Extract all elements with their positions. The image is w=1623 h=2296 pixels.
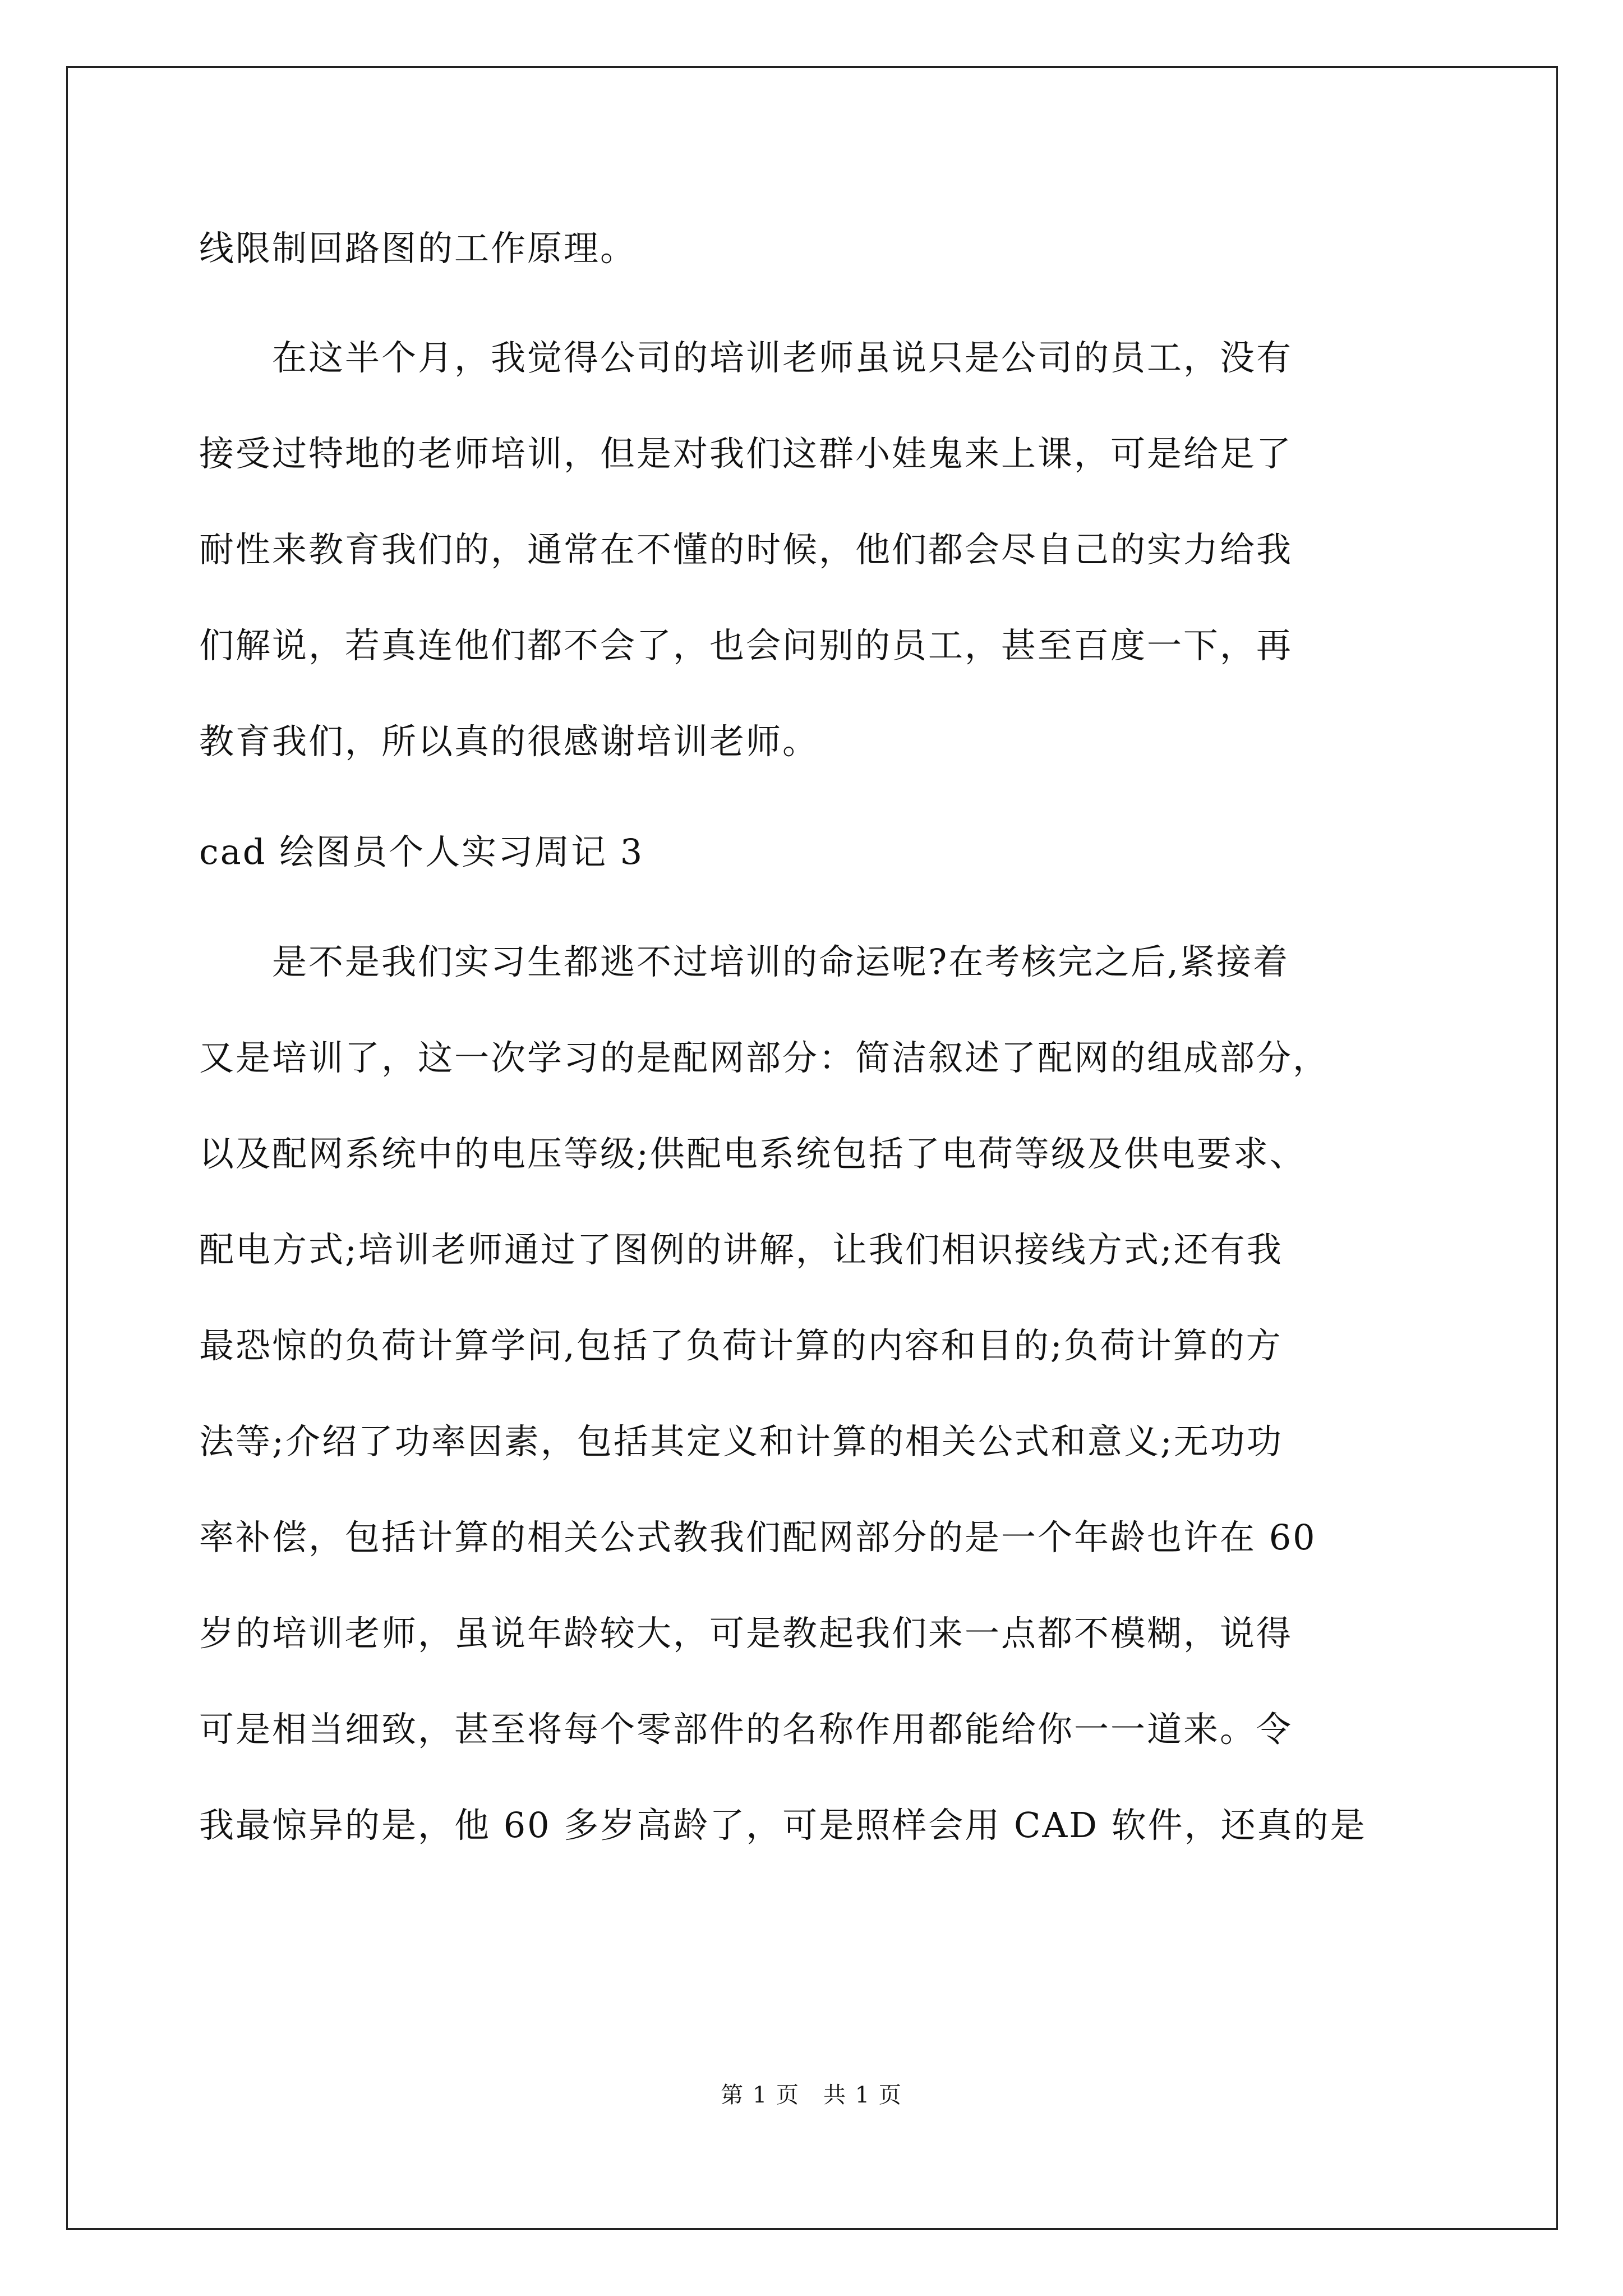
- text-line: 又是培训了，这一次学习的是配网部分：简洁叙述了配网的组成部分，: [199, 1037, 1330, 1078]
- text-line: 率补偿，包括计算的相关公式教我们配网部分的是一个年龄也许在 60: [199, 1517, 1317, 1558]
- text-line: 线限制回路图的工作原理。: [199, 228, 637, 269]
- text-line: 法等;介绍了功率因素，包括其定义和计算的相关公式和意义;无功功: [199, 1421, 1283, 1462]
- page-footer: 第 1 页 共 1 页: [721, 2082, 902, 2108]
- text-line: 教育我们，所以真的很感谢培训老师。: [199, 721, 819, 762]
- text-line: 岁的培训老师，虽说年龄较大，可是教起我们来一点都不模糊，说得: [199, 1613, 1293, 1654]
- text-line: 以及配网系统中的电压等级;供配电系统包括了电荷等级及供电要求、: [199, 1133, 1306, 1174]
- text-line: 耐性来教育我们的，通常在不懂的时候，他们都会尽自己的实力给我: [199, 529, 1293, 570]
- text-line: 们解说，若真连他们都不会了，也会问别的员工，甚至百度一下，再: [199, 625, 1293, 666]
- section-heading: cad 绘图员个人实习周记 3: [199, 831, 644, 872]
- text-line: 我最惊异的是，他 60 多岁高龄了，可是照样会用 CAD 软件，还真的是: [199, 1805, 1367, 1846]
- text-line: 最恐惊的负荷计算学问,包括了负荷计算的内容和目的;负荷计算的方: [199, 1325, 1283, 1366]
- text-line: 配电方式;培训老师通过了图例的讲解，让我们相识接线方式;还有我: [199, 1229, 1283, 1270]
- text-line: 是不是我们实习生都逃不过培训的命运呢?在考核完之后,紧接着: [199, 941, 1289, 982]
- text-line: 在这半个月，我觉得公司的培训老师虽说只是公司的员工，没有: [199, 337, 1293, 378]
- text-line: 接受过特地的老师培训，但是对我们这群小娃鬼来上课，可是给足了: [199, 433, 1293, 474]
- text-line: 可是相当细致，甚至将每个零部件的名称作用都能给你一一道来。令: [199, 1709, 1293, 1750]
